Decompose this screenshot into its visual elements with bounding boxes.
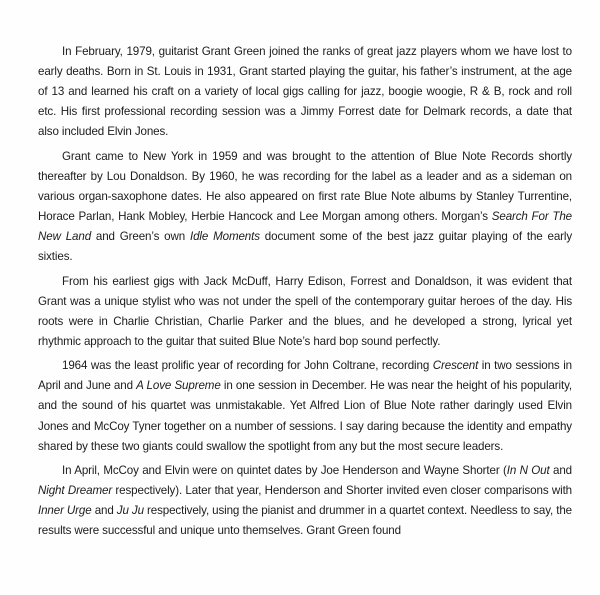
text-run: in two sessions in April and June and [38,359,572,393]
title-text: Night Dreamer [38,484,113,498]
text-run: From his earliest gigs with Jack McDuff, Harry Edison, Forrest and Donaldson, it was evident that Grant was a unique stylist who was not under the spell of the contemporary guitar heroes of the day. His roots were in Charlie Christian, Charlie Parker and the blues, and he developed a strong, lyrical yet rhythmic approach to the guitar that suited Blue Note’s hard bop sound perfectly. [38,274,572,348]
title-text: Search For The New Land [38,210,572,244]
body-text [38,42,572,541]
paragraph-3 [38,272,572,352]
text-run: In April, McCoy and Elvin were on quintet dates by Joe Henderson and Wayne Shorter ( [62,464,507,478]
title-text: Crescent [432,359,479,373]
title-text: Idle Moments [189,230,260,244]
text-run: and [549,464,572,478]
text-run: respectively). Later that year, Henderson and Shorter invited even closer comparisons with [112,484,572,498]
text-run: respectively, using the pianist and drummer in a quartet context. Needless to say, the results were successful and unique unto themselves. Grant Green found [38,504,572,538]
title-text: A Love Supreme [136,379,221,393]
text-run: In February, 1979, guitarist Grant Green joined the ranks of great jazz players whom we have lost to early deaths. Born in St. Louis in 1931, Grant started playing the guitar, his father’s instrument, at the age of 13 and learned his craft on a variety of local gigs calling for jazz, boogie woogie, R & B, rock and roll etc. His first professional recording session was a Jimmy Forrest date for Delmark records, a date that also included Elvin Jones. [38,45,572,139]
title-text: In N Out [506,464,550,478]
paragraph-2 [38,147,572,268]
paragraph-1 [38,42,572,142]
paragraph-4 [38,356,572,456]
text-run: document some of the best jazz guitar playing of the early sixties. [38,230,573,264]
title-text: Inner Urge [38,504,92,518]
paragraph-5 [38,461,572,541]
title-text: Ju Ju [116,504,144,518]
text-run: in one session in December. He was near the height of his popularity, and the sound of his quartet was unmistakable. Yet Alfred Lion of Blue Note rather daringly used Elvin Jones and McCoy Tyner together on a number of sessions. I say daring because the identity and empathy shared by these two giants could swallow the spotlight from any but the most secure leaders. [38,379,572,453]
text-run: and Green’s own [91,230,190,244]
text-run: and [91,504,117,518]
text-run: 1964 was the least prolific year of recording for John Coltrane, recording [62,359,433,373]
text-run: Grant came to New York in 1959 and was brought to the attention of Blue Note Records shortly thereafter by Lou Donaldson. By 1960, he was recording for the label as a leader and as a sideman on various organ-saxophone dates. He also appeared on first rate Blue Note albums by Stanley Turrentine, Horace Parlan, Hank Mobley, Herbie Hancock and Lee Morgan among others. Morgan’s [38,149,572,224]
